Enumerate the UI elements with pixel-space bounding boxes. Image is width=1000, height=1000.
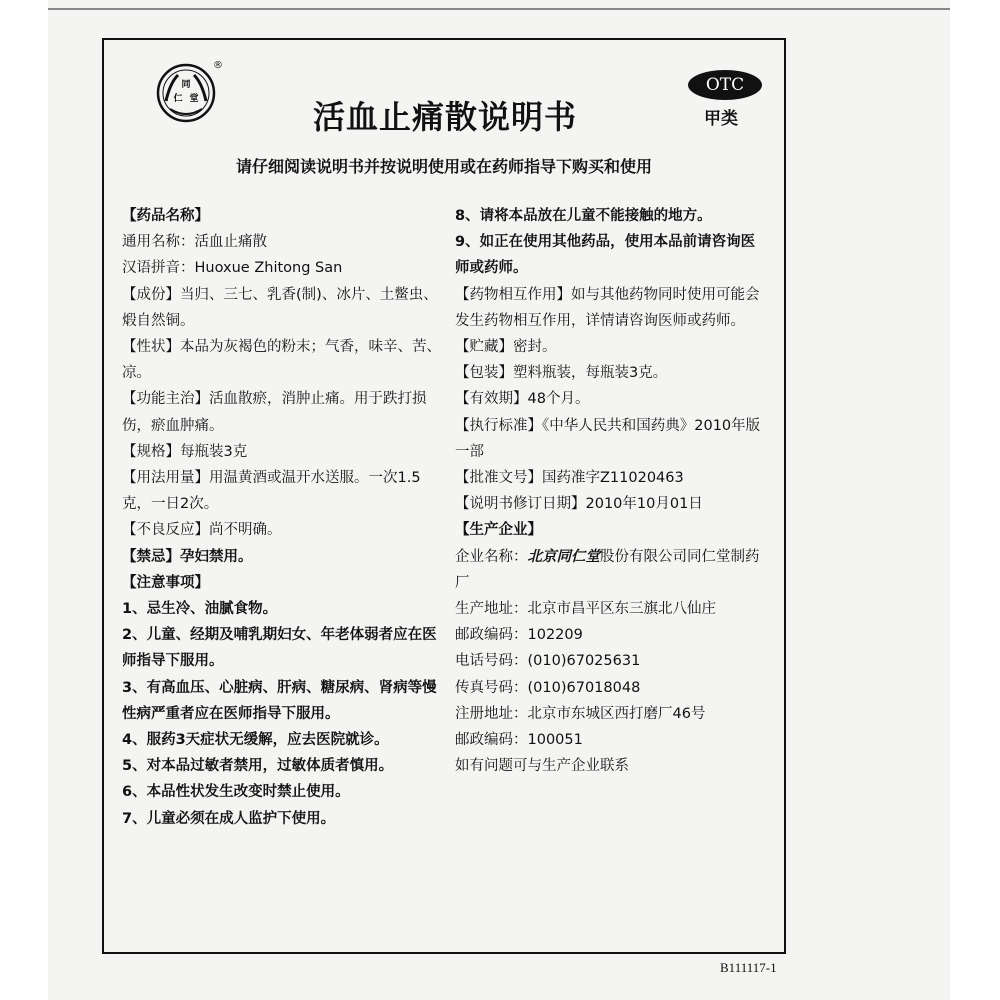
left-paragraph: 4、服药3天症状无缓解，应去医院就诊。	[122, 732, 389, 749]
top-edge-line	[48, 8, 950, 10]
left-paragraph: 通用名称：活血止痛散	[122, 234, 267, 251]
registered-mark: ®	[213, 60, 223, 71]
contact-line: 注册地址：北京市东城区西打磨厂46号	[455, 705, 706, 722]
svg-text:堂: 堂	[189, 94, 199, 104]
left-paragraph: 【药品名称】	[122, 208, 209, 224]
svg-text:同: 同	[181, 80, 191, 90]
right-paragraph: 【药物相互作用】如与其他药物同时使用可能会发生药物相互作用，详情请咨询医师或药师。	[455, 286, 760, 329]
left-column	[122, 203, 442, 832]
right-paragraph: 【有效期】48个月。	[455, 391, 590, 408]
right-paragraph: 【生产企业】	[455, 522, 542, 539]
left-paragraph: 5、对本品过敏者禁用，过敏体质者慎用。	[122, 758, 394, 775]
contact-line: 生产地址：北京市昌平区东三旗北八仙庄	[455, 601, 716, 618]
svg-text:仁: 仁	[173, 94, 183, 104]
left-paragraph: 1、忌生冷、油腻食物。	[122, 601, 278, 618]
contact-line: 电话号码：(010)67025631	[455, 653, 641, 670]
otc-class-label: 甲类	[704, 109, 738, 129]
left-paragraph: 3、有高血压、心脏病、肝病、糖尿病、肾病等慢性病严重者应在医师指导下服用。	[122, 679, 437, 722]
contact-line: 传真号码：(010)67018048	[455, 679, 641, 696]
left-paragraph: 2、儿童、经期及哺乳期妇女、年老体弱者应在医师指导下服用。	[122, 627, 437, 670]
left-paragraph: 6、本品性状发生改变时禁止使用。	[122, 784, 350, 801]
left-paragraph: 【禁忌】孕妇禁用。	[122, 548, 253, 565]
left-paragraph: 【功能主治】活血散瘀，消肿止痛。用于跌打损伤，瘀血肿痛。	[122, 391, 427, 434]
otc-badge: OTC	[688, 70, 762, 100]
company-brand-calligraphy: 北京同仁堂	[527, 547, 600, 565]
right-paragraph: 8、请将本品放在儿童不能接触的地方。	[455, 208, 712, 224]
left-paragraph: 【成份】当归、三七、乳香(制)、冰片、土鳖虫、煅自然铜。	[122, 286, 438, 329]
instruction-subtitle: 请仔细阅读说明书并按说明使用或在药师指导下购买和使用	[235, 157, 652, 176]
right-paragraph: 【贮藏】密封。	[455, 339, 557, 356]
print-code: B111117-1	[720, 960, 777, 975]
right-column	[455, 203, 769, 779]
left-paragraph: 汉语拼音：Huoxue Zhitong San	[122, 260, 343, 277]
left-paragraph: 【规格】每瓶装3克	[122, 443, 248, 460]
right-paragraph: 【执行标准】《中华人民共和国药典》2010年版一部	[455, 417, 761, 460]
company-name: 企业名称：北京同仁堂股份有限公司同仁堂制药厂	[455, 547, 760, 591]
left-paragraph: 【不良反应】尚不明确。	[122, 522, 282, 539]
left-paragraph: 7、儿童必须在成人监护下使用。	[122, 810, 336, 827]
right-paragraph: 9、如正在使用其他药品，使用本品前请咨询医师或药师。	[455, 234, 756, 277]
right-paragraph: 【批准文号】国药准字Z11020463	[455, 470, 684, 487]
right-paragraph: 【说明书修订日期】2010年10月01日	[455, 496, 703, 513]
contact-line: 邮政编码：100051	[455, 732, 583, 749]
right-paragraph: 【包装】塑料瓶装，每瓶装3克。	[455, 365, 668, 382]
left-paragraph: 【用法用量】用温黄酒或温开水送服。一次1.5克，一日2次。	[122, 470, 421, 513]
document-title: 活血止痛散说明书	[312, 98, 577, 136]
left-paragraph: 【性状】本品为灰褐色的粉末；气香，味辛、苦、凉。	[122, 339, 441, 382]
contact-line: 如有问题可与生产企业联系	[455, 758, 629, 775]
tongrentang-logo-icon	[156, 63, 216, 123]
left-paragraph: 【注意事项】	[122, 574, 209, 591]
contact-line: 邮政编码：102209	[455, 627, 583, 644]
